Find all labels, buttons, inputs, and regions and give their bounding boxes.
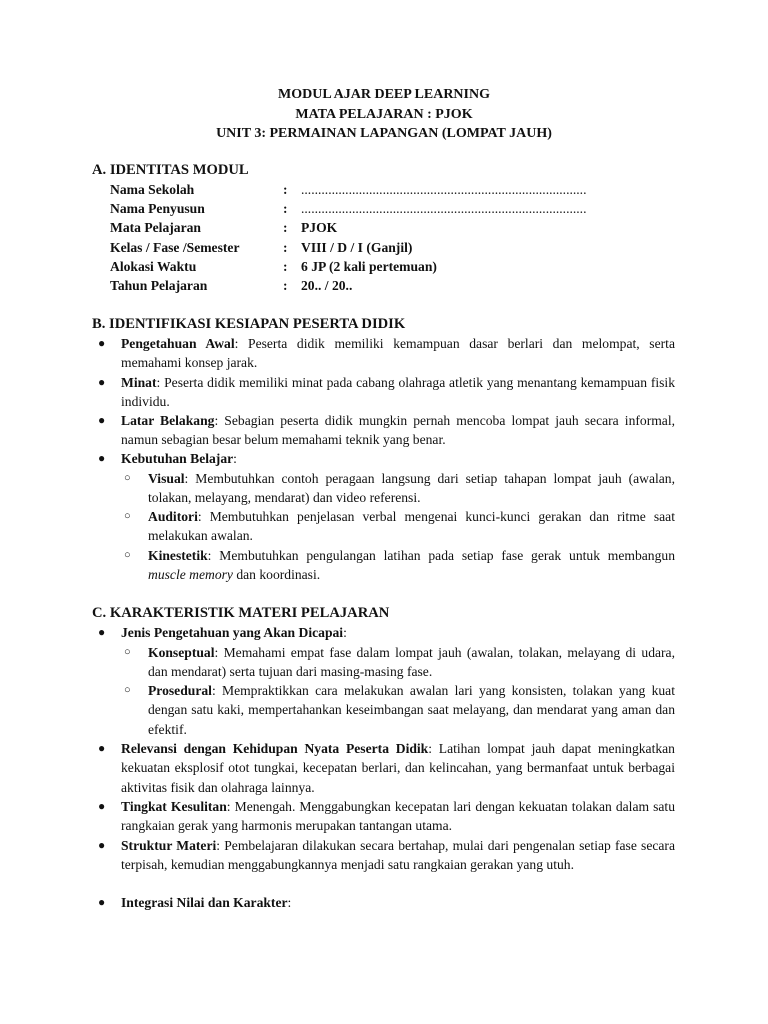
- item-text: : Membutuhkan contoh peragaan langsung dari setiap tahapan lompat jauh (awalan, tolakan, melayang, mendarat) dan video referensi.: [148, 471, 675, 506]
- identity-value: PJOK: [301, 220, 338, 235]
- item-term: Struktur Materi: [121, 838, 217, 853]
- hollow-bullet-icon: ○: [124, 646, 131, 658]
- hollow-bullet-icon: ○: [124, 684, 131, 696]
- list-item: [121, 893, 675, 912]
- document-title-line-2: MATA PELAJARAN : PJOK: [295, 107, 473, 122]
- item-term: Relevansi dengan Kehidupan Nyata Peserta Didik: [121, 741, 429, 756]
- item-term: Kinestetik: [148, 548, 208, 563]
- list-item: [121, 797, 675, 836]
- sub-list-item: [148, 469, 675, 508]
- section-b-heading: B. IDENTIFIKASI KESIAPAN PESERTA DIDIK: [92, 316, 406, 332]
- item-text: : Mempraktikkan cara melakukan awalan lari yang konsisten, tolakan yang kuat dengan satu kaki, mempertahankan keseimbangan saat melayang, dan mendarat yang aman dan efektif.: [148, 683, 675, 737]
- document-title-line-1: MODUL AJAR DEEP LEARNING: [278, 87, 490, 102]
- bullet-icon: ●: [98, 625, 106, 639]
- item-term: Auditori: [148, 509, 198, 524]
- hollow-bullet-icon: ○: [124, 549, 131, 561]
- item-text: : Peserta didik memiliki kemampuan dasar berlari dan melompat, serta memahami konsep jarak.: [121, 336, 675, 371]
- item-term: Jenis Pengetahuan yang Akan Dicapai: [121, 625, 344, 640]
- bullet-icon: ●: [98, 895, 106, 909]
- hollow-bullet-icon: ○: [124, 472, 131, 484]
- item-term: Tingkat Kesulitan: [121, 799, 227, 814]
- identity-label: Nama Penyusun: [110, 201, 205, 216]
- item-term: Pengetahuan Awal: [121, 336, 235, 351]
- item-text: : Memahami empat fase dalam lompat jauh (awalan, tolakan, melayang di udara, dan mendarat) serta tujuan dari masing-masing fase.: [148, 645, 675, 680]
- item-term: Prosedural: [148, 683, 212, 698]
- bullet-icon: ●: [98, 375, 106, 389]
- section-c-heading: C. KARAKTERISTIK MATERI PELAJARAN: [92, 605, 390, 621]
- item-term: Kebutuhan Belajar: [121, 451, 234, 466]
- identity-separator: :: [283, 182, 288, 197]
- identity-value: ....................................................................................: [301, 182, 587, 197]
- sub-list-item: [148, 643, 675, 682]
- bullet-icon: ●: [98, 799, 106, 813]
- identity-label: Nama Sekolah: [110, 182, 195, 197]
- item-term: Latar Belakang: [121, 413, 215, 428]
- item-text: : Membutuhkan pengulangan latihan pada setiap fase gerak untuk membangun: [207, 548, 675, 563]
- identity-value: 6 JP (2 kali pertemuan): [301, 259, 437, 274]
- identity-value: VIII / D / I (Ganjil): [301, 240, 413, 255]
- item-text: :: [287, 895, 292, 910]
- bullet-icon: ●: [98, 838, 106, 852]
- item-term: Konseptual: [148, 645, 215, 660]
- item-text: : Peserta didik memiliki minat pada cabang olahraga atletik yang menantang kemampuan fisik individu.: [121, 375, 675, 410]
- identity-label: Tahun Pelajaran: [110, 278, 208, 293]
- identity-value: 20.. / 20..: [301, 278, 353, 293]
- list-item: [121, 836, 675, 875]
- document-title-line-3: UNIT 3: PERMAINAN LAPANGAN (LOMPAT JAUH): [216, 126, 552, 141]
- list-item: [121, 623, 675, 642]
- item-term: Minat: [121, 375, 157, 390]
- bullet-icon: ●: [98, 336, 106, 350]
- hollow-bullet-icon: ○: [124, 510, 131, 522]
- item-term: Integrasi Nilai dan Karakter: [121, 895, 288, 910]
- identity-separator: :: [283, 201, 288, 216]
- sub-list-item: [148, 507, 675, 546]
- item-italic-text: muscle memory: [148, 567, 233, 583]
- identity-label: Mata Pelajaran: [110, 220, 201, 235]
- identity-separator: :: [283, 278, 288, 293]
- item-text: :: [233, 451, 237, 466]
- list-item: [121, 411, 675, 450]
- sub-list-item: [148, 681, 675, 739]
- list-item: [121, 449, 675, 468]
- identity-label: Kelas / Fase /Semester: [110, 240, 240, 255]
- item-text: : Pembelajaran dilakukan secara bertahap, mulai dari pengenalan setiap fase secara terpisah, kemudian menggabungkannya menjadi satu rangkaian gerakan yang utuh.: [121, 838, 675, 873]
- bullet-icon: ●: [98, 741, 106, 755]
- list-item: [121, 334, 675, 373]
- section-a-heading: A. IDENTITAS MODUL: [92, 162, 249, 178]
- item-text: : Menengah. Menggabungkan kecepatan lari dengan kekuatan tolakan dalam satu rangkaian gerak yang harmonis merupakan tantangan utama.: [121, 799, 675, 834]
- identity-value: ....................................................................................: [301, 201, 587, 216]
- item-text: : Sebagian peserta didik mungkin pernah mencoba lompat jauh secara informal, namun sebagian besar belum memahami teknik yang benar.: [121, 413, 675, 448]
- identity-separator: :: [283, 259, 288, 274]
- identity-separator: :: [283, 220, 288, 235]
- item-text: :: [343, 625, 347, 640]
- sub-list-item: [148, 546, 675, 585]
- item-text: : Latihan lompat jauh dapat meningkatkan kekuatan eksplosif otot tungkai, kecepatan berlari, dan kelincahan, yang bermanfaat untuk berbagai aktivitas fisik dan olahraga lainnya.: [121, 741, 675, 795]
- list-item: [121, 739, 675, 797]
- identity-separator: :: [283, 240, 288, 255]
- item-text: dan koordinasi.: [232, 567, 321, 583]
- list-item: [121, 373, 675, 412]
- bullet-icon: ●: [98, 413, 106, 427]
- bullet-icon: ●: [98, 451, 106, 465]
- identity-label: Alokasi Waktu: [110, 259, 197, 274]
- item-text: : Membutuhkan penjelasan verbal mengenai kunci-kunci gerakan dan ritme saat melakukan awalan.: [148, 509, 675, 544]
- item-term: Visual: [148, 471, 185, 486]
